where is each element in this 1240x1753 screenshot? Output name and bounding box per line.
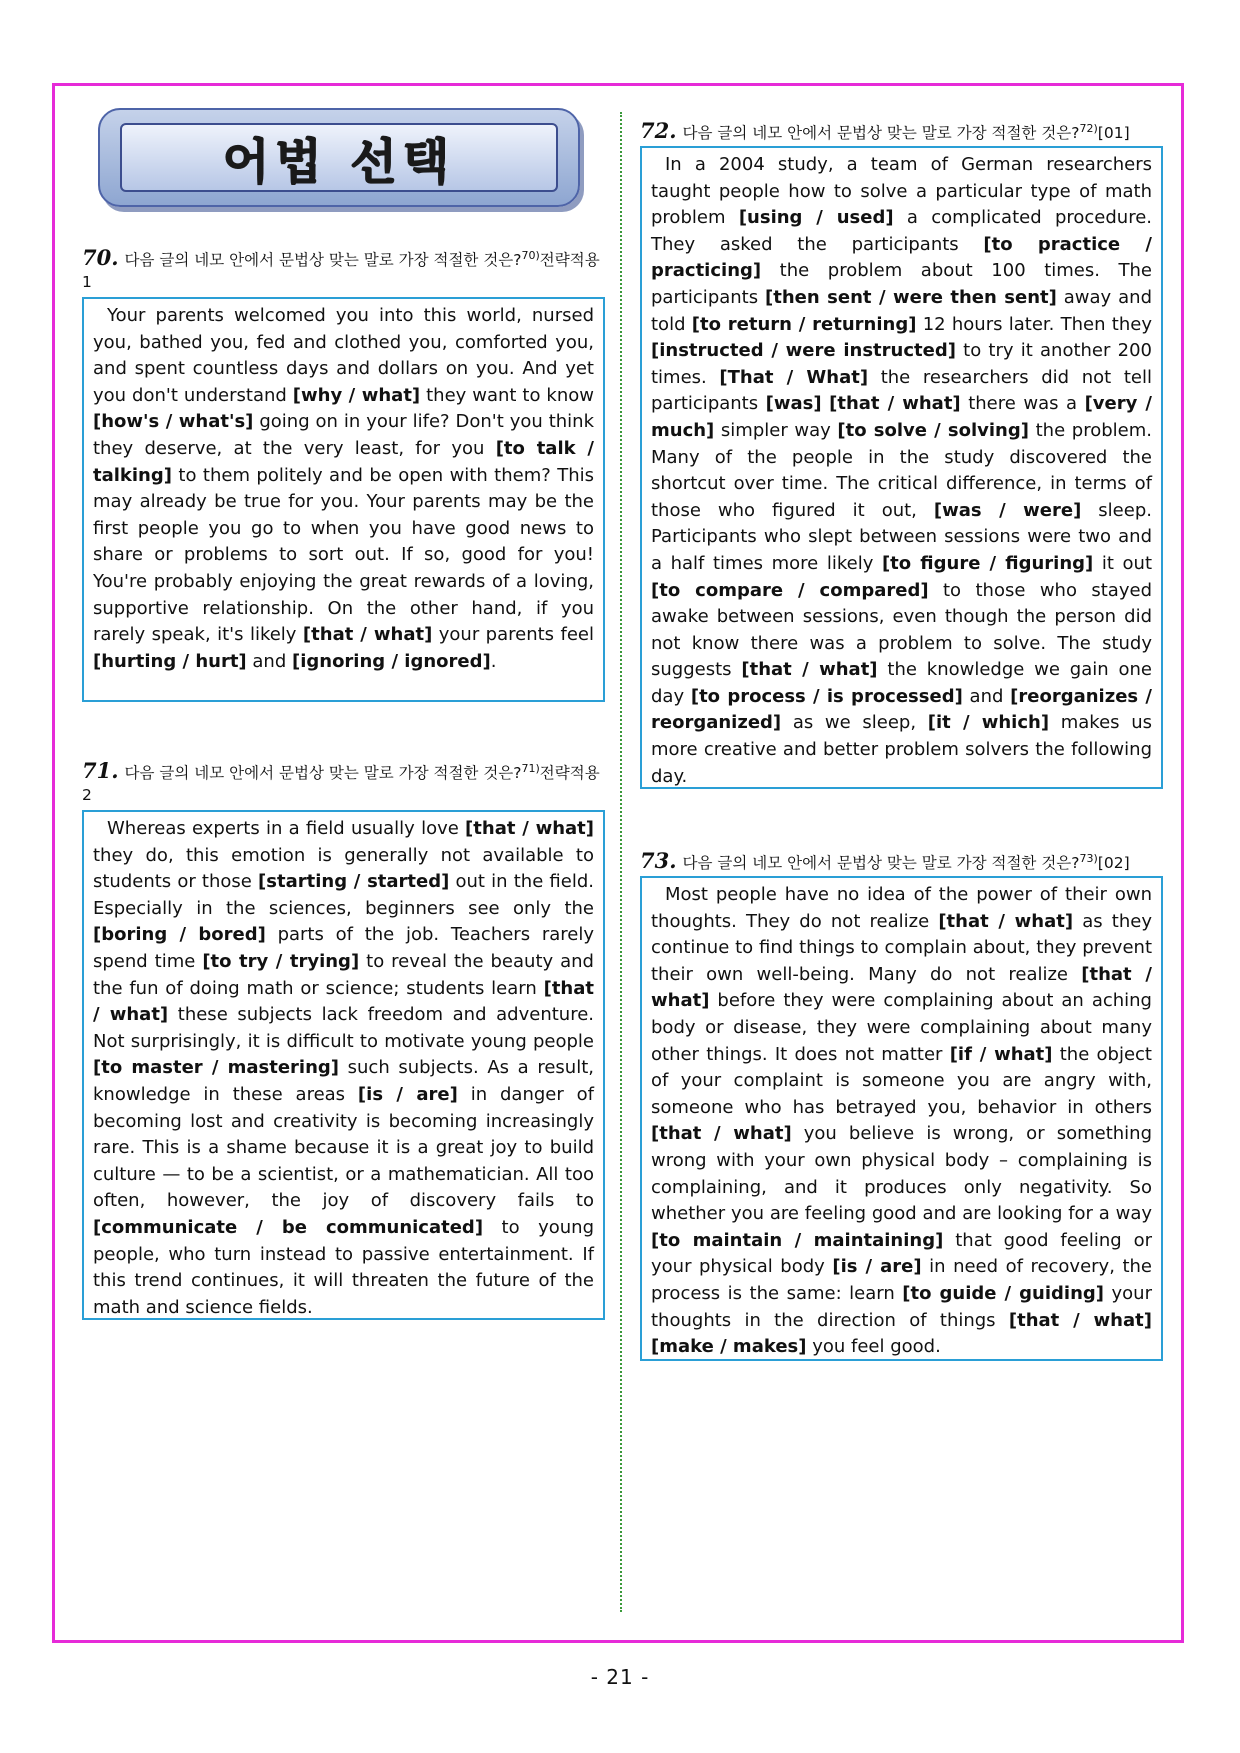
passage-segment: you believe is wrong, or something wrong with your own physical body – complaining is complaining, and it produces only negativity. So whether you are feeling good and are looking for a way xyxy=(651,1123,1152,1225)
title-inner xyxy=(120,123,558,192)
passage-segment: and xyxy=(246,650,292,672)
answer-choice: [that / what] xyxy=(741,659,878,681)
passage-segment: as they continue to find things to complain about, they prevent their own well-being. Many do not realize xyxy=(651,910,1152,985)
passage-segment: 12 hours later. Then they xyxy=(916,313,1152,335)
answer-choice: [why / what] xyxy=(292,384,421,406)
answer-choice: [reorganizes / reorganized] xyxy=(651,685,1152,734)
passage-box xyxy=(640,146,1163,789)
passage-segment: they do, this emotion is generally not available to students or those xyxy=(93,844,594,893)
answer-choice: [was / were] xyxy=(933,499,1082,521)
passage-segment xyxy=(822,393,830,414)
question-prompt: 다음 글의 네모 안에서 문법상 맞는 말로 가장 적절한 것은? xyxy=(124,251,522,270)
question-number: 72. xyxy=(640,118,677,144)
answer-choice: [to maintain / maintaining] xyxy=(651,1229,944,1251)
passage-segment: a complicated procedure. They asked the participants xyxy=(651,207,1152,255)
answer-choice: [to practice / practicing] xyxy=(651,233,1152,282)
answer-choice: [that / what] xyxy=(93,977,594,1026)
answer-choice: [hurting / hurt] xyxy=(93,650,247,672)
passage-segment: that good feeling or your physical body xyxy=(651,1229,1152,1278)
question-tag: [01] xyxy=(1097,124,1130,143)
answer-choice: [to figure / figuring] xyxy=(881,552,1094,574)
footnote-ref: 71) xyxy=(521,762,540,775)
footnote-ref: 70) xyxy=(521,249,540,262)
question-tag: 전략적용 1 xyxy=(82,251,600,292)
answer-choice: [to guide / guiding] xyxy=(902,1282,1105,1304)
answer-choice: [instructed / were instructed] xyxy=(651,340,956,362)
passage-segment: parts of the job. Teachers rarely spend time xyxy=(93,924,594,972)
answer-choice: [that / what] xyxy=(938,910,1074,932)
question-number: 70. xyxy=(82,245,119,271)
passage-segment: Whereas experts in a field usually love xyxy=(107,818,466,839)
answer-choice: [boring / bored] xyxy=(93,924,266,946)
answer-choice: [to master / mastering] xyxy=(93,1057,340,1079)
passage-segment: in need of recovery, the process is the same: learn xyxy=(651,1256,1152,1304)
passage-segment: the problem. Many of the people in the study discovered the shortcut over time. The critical difference, in terms of those who figured it out, xyxy=(651,419,1152,521)
answer-choice: [very / much] xyxy=(651,393,1152,441)
passage-segment: they want to know xyxy=(420,384,595,406)
passage-segment: to those who stayed awake between sessions, even though the person did not know there was a problem to solve. The study suggests xyxy=(651,579,1152,681)
passage-segment: it out xyxy=(1093,552,1152,574)
question-number: 73. xyxy=(640,848,677,874)
footnote-ref: 73) xyxy=(1079,852,1098,865)
passage-text xyxy=(651,152,1152,790)
passage-segment: to try it another 200 times. xyxy=(651,340,1152,388)
passage-segment: . xyxy=(490,650,497,672)
question-tag: 전략적용 2 xyxy=(82,764,600,805)
answer-choice: [make / makes] xyxy=(651,1336,807,1358)
answer-choice: [that / what] xyxy=(651,1123,792,1145)
question-heading xyxy=(82,758,607,806)
answer-choice: [to compare / compared] xyxy=(651,579,929,601)
passage-segment: these subjects lack freedom and adventure. Not surprisingly, it is difficult to motivate young people xyxy=(93,1004,594,1052)
passage-segment: In a 2004 study, a team of German researchers taught people how to solve a particular type of math problem xyxy=(651,154,1152,229)
answer-choice: [if / what] xyxy=(949,1043,1053,1065)
answer-choice: [that / what] xyxy=(1008,1309,1152,1331)
passage-segment: there was a xyxy=(960,393,1085,415)
answer-choice: [to process / is processed] xyxy=(690,685,963,707)
answer-choice: [that / what] xyxy=(829,393,961,415)
question-heading xyxy=(640,118,1180,144)
passage-segment: your parents feel xyxy=(432,624,594,646)
answer-choice: [ignoring / ignored] xyxy=(291,650,491,672)
column-divider xyxy=(620,112,622,1612)
question-heading xyxy=(82,245,607,293)
answer-choice: [That / What] xyxy=(719,366,869,388)
passage-segment: simpler way xyxy=(714,419,838,441)
passage-segment: as we sleep, xyxy=(781,712,928,734)
answer-choice: [to solve / solving] xyxy=(837,419,1029,441)
passage-segment: to reveal the beauty and the fun of doing math or science; students learn xyxy=(93,950,594,999)
passage-segment: such subjects. As a result, knowledge in these areas xyxy=(93,1057,594,1105)
passage-segment: to them politely and be open with them? This may already be true for you. Your parents may be the first people you go to when you have good news to share or problems to sort out. If so, good for you! You're probably enjoying the great rewards of a loving, supportive relationship. On the other hand, if you rarely speak, it's likely xyxy=(93,464,594,646)
passage-box xyxy=(82,810,605,1320)
answer-choice: [that / what] xyxy=(302,624,433,646)
passage-segment: the problem about 100 times. The participants xyxy=(651,260,1152,308)
passage-segment: you feel good. xyxy=(806,1336,941,1358)
passage-segment: the object of your complaint is someone you are angry with, someone who has betrayed you, behavior in others xyxy=(651,1043,1152,1118)
question-tag: [02] xyxy=(1097,854,1130,873)
passage-text xyxy=(651,882,1152,1361)
page-title: 어법 선택 xyxy=(222,134,456,190)
answer-choice: [was] xyxy=(765,393,822,415)
answer-choice: [is / are] xyxy=(357,1083,458,1105)
question-prompt: 다음 글의 네모 안에서 문법상 맞는 말로 가장 적절한 것은? xyxy=(682,854,1080,873)
passage-segment: and xyxy=(962,685,1011,707)
answer-choice: [communicate / be communicated] xyxy=(93,1216,484,1238)
passage-text xyxy=(93,816,594,1321)
question-number: 71. xyxy=(82,758,119,784)
passage-segment: the researchers did not tell participants xyxy=(651,366,1152,415)
question-heading xyxy=(640,848,1180,874)
passage-segment: Your parents welcomed you into this world, nursed you, bathed you, fed and clothed you, comforted you, and spent countless days and dollars on you. And yet you don't understand xyxy=(93,305,594,406)
answer-choice: [to try / trying] xyxy=(202,950,360,972)
answer-choice: [to return / returning] xyxy=(691,313,917,335)
answer-choice: [that / what] xyxy=(465,818,594,839)
answer-choice: [how's / what's] xyxy=(93,411,254,433)
answer-choice: [is / are] xyxy=(832,1256,922,1278)
passage-segment: to young people, who turn instead to passive entertainment. If this trend continues, it will threaten the future of the math and science fields. xyxy=(93,1216,594,1318)
page-number: - 21 - xyxy=(590,1665,650,1689)
passage-segment: the knowledge we gain one day xyxy=(651,659,1153,707)
question-prompt: 다음 글의 네모 안에서 문법상 맞는 말로 가장 적절한 것은? xyxy=(124,764,522,783)
answer-choice: [it / which] xyxy=(927,712,1050,734)
answer-choice: [to talk / talking] xyxy=(93,437,594,486)
answer-choice: [that / what] xyxy=(651,963,1152,1012)
passage-box xyxy=(82,297,605,702)
title-banner xyxy=(98,108,580,207)
answer-choice: [starting / started] xyxy=(258,871,450,893)
passage-segment: your thoughts in the direction of things xyxy=(651,1282,1152,1331)
passage-segment: away and told xyxy=(651,286,1152,335)
passage-segment: out in the field. Especially in the sciences, beginners see only the xyxy=(93,871,594,919)
passage-segment: in danger of becoming lost and creativity is becoming increasingly rare. This is a shame because it is a great joy to build culture — to be a scientist, or a mathematician. All too often, however, the joy of discovery fails to xyxy=(93,1083,594,1212)
passage-segment: Most people have no idea of the power of their own thoughts. They do not realize xyxy=(651,884,1152,932)
answer-choice: [using / used] xyxy=(738,207,894,229)
passage-text xyxy=(93,303,594,675)
passage-box xyxy=(640,876,1163,1361)
passage-segment: before they were complaining about an aching body or disease, they were complaining about many other things. It does not matter xyxy=(651,990,1152,1065)
passage-segment: going on in your life? Don't you think they deserve, at the very least, for you xyxy=(93,411,594,459)
question-prompt: 다음 글의 네모 안에서 문법상 맞는 말로 가장 적절한 것은? xyxy=(682,124,1080,143)
passage-segment: sleep. Participants who slept between sessions were two and a half times more likely xyxy=(651,499,1152,574)
passage-segment: makes us more creative and better problem solvers the following day. xyxy=(651,712,1152,787)
footnote-ref: 72) xyxy=(1079,122,1098,135)
answer-choice: [then sent / were then sent] xyxy=(765,286,1057,308)
